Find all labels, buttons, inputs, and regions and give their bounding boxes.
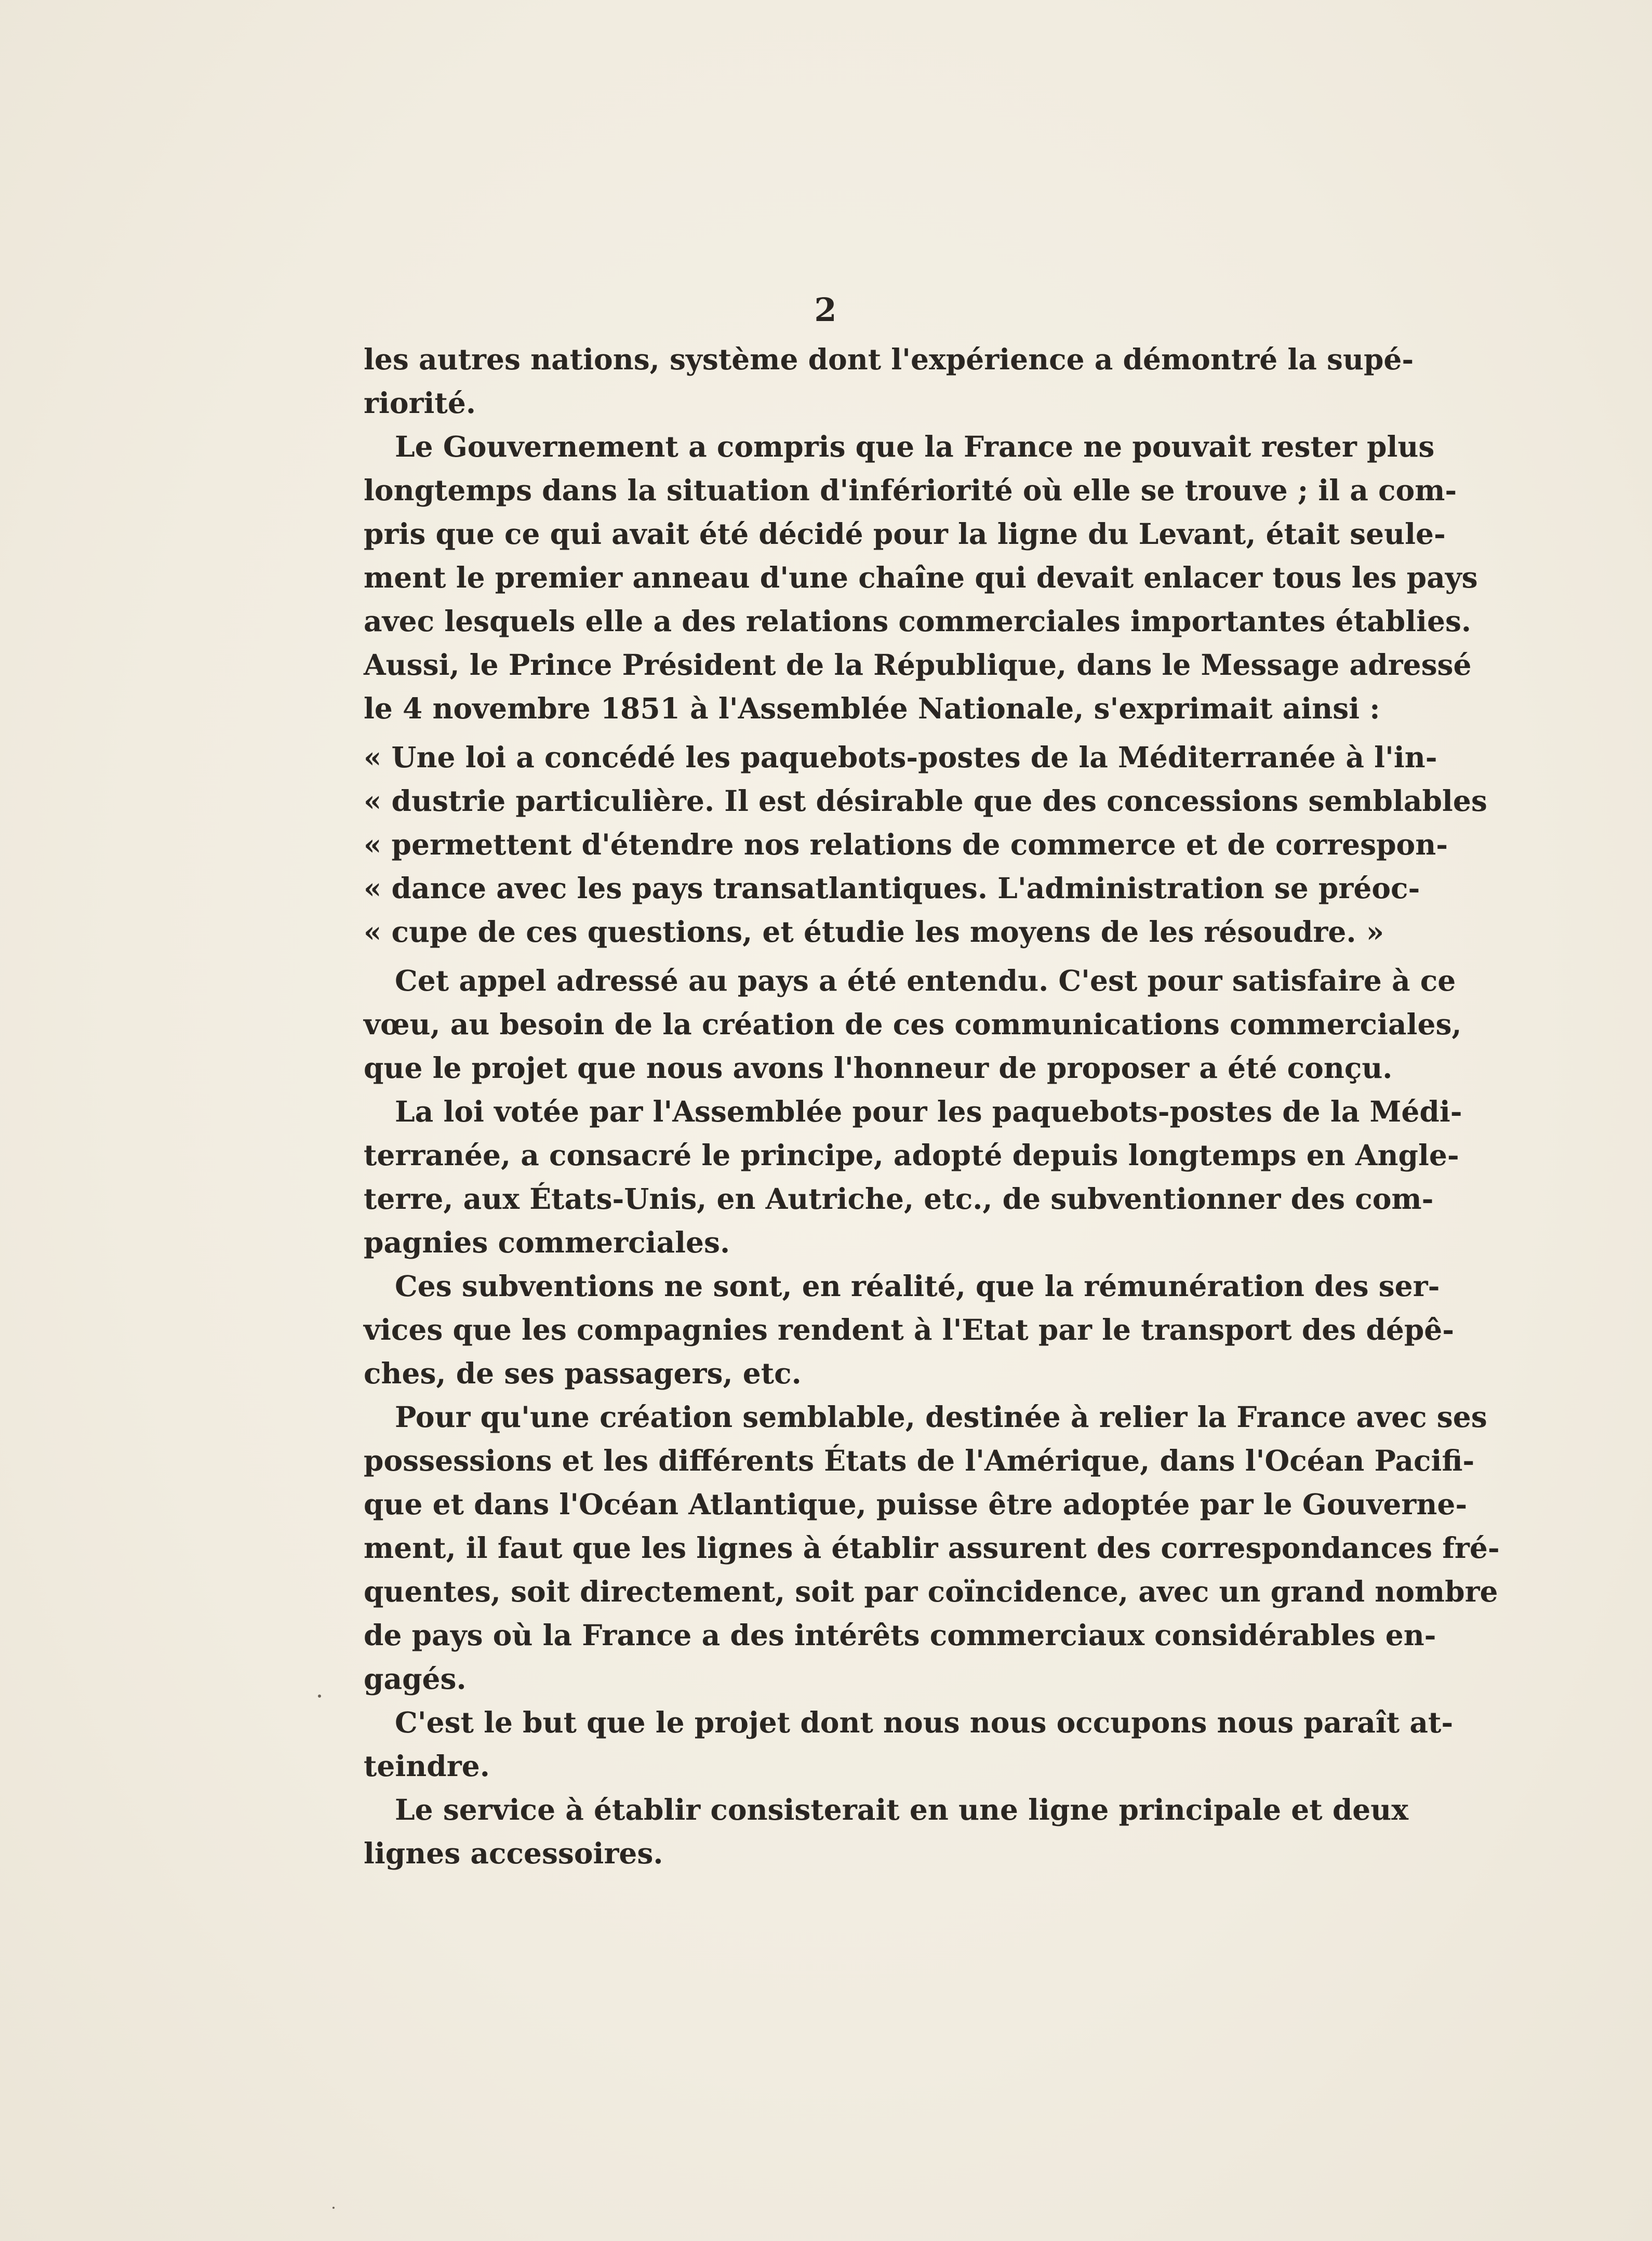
text-line: La loi votée par l'Assemblée pour les paquebots-postes de la Médi- [395, 1095, 1462, 1128]
paragraph [364, 425, 1478, 730]
text-line: « dance avec les pays transatlantiques. L'administration se préoc- [364, 871, 1420, 905]
text-line: possessions et les différents États de l'Amérique, dans l'Océan Pacifi- [364, 1444, 1475, 1477]
text-line: Le Gouvernement a compris que la France ne pouvait rester plus [395, 430, 1435, 463]
text-line: longtemps dans la situation d'infériorité où elle se trouve ; il a com- [364, 473, 1457, 507]
paragraph [364, 1395, 1500, 1701]
text-line: riorité. [364, 386, 476, 420]
text-line: ment le premier anneau d'une chaîne qui devait enlacer tous les pays [364, 561, 1478, 594]
paragraph [364, 338, 1414, 425]
text-line: avec lesquels elle a des relations commerciales importantes établies. [364, 604, 1472, 638]
paragraph [364, 1788, 1409, 1875]
text-line: « dustrie particulière. Il est désirable que des concessions semblables [364, 784, 1487, 818]
paragraph [364, 1701, 1454, 1788]
text-line: le 4 novembre 1851 à l'Assemblée Nationale, s'exprimait ainsi : [364, 691, 1380, 725]
paragraph-gap [364, 954, 1330, 959]
text-line: que le projet que nous avons l'honneur de proposer a été conçu. [364, 1051, 1393, 1085]
text-line: Ces subventions ne sont, en réalité, que la rémunération des ser- [395, 1269, 1440, 1303]
text-line: lignes accessoires. [364, 1836, 663, 1870]
quotation-paragraph [364, 736, 1487, 954]
text-line: « cupe de ces questions, et étudie les moyens de les résoudre. » [364, 915, 1384, 949]
text-line: quentes, soit directement, soit par coïncidence, avec un grand nombre [364, 1575, 1498, 1608]
paragraph [364, 959, 1462, 1090]
paper-speck [318, 1695, 321, 1698]
text-line: Aussi, le Prince Président de la République, dans le Message adressé [364, 648, 1472, 682]
paper-speck [332, 2207, 335, 2209]
text-line: gagés. [364, 1662, 467, 1696]
text-line: Le service à établir consisterait en une ligne principale et deux [395, 1793, 1409, 1826]
text-line: Cet appel adressé au pays a été entendu. C'est pour satisfaire à ce [395, 964, 1456, 997]
text-line: que et dans l'Océan Atlantique, puisse être adoptée par le Gouverne- [364, 1487, 1468, 1521]
text-line: « Une loi a concédé les paquebots-postes de la Méditerranée à l'in- [364, 740, 1437, 774]
text-line: C'est le but que le projet dont nous nous occupons nous paraît at- [395, 1705, 1454, 1739]
text-line: terre, aux États-Unis, en Autriche, etc., de subventionner des com- [364, 1182, 1434, 1216]
text-line: teindre. [364, 1749, 490, 1783]
text-line: ches, de ses passagers, etc. [364, 1356, 802, 1390]
text-line: « permettent d'étendre nos relations de commerce et de correspon- [364, 828, 1448, 861]
text-line: pris que ce qui avait été décidé pour la ligne du Levant, était seule- [364, 517, 1446, 551]
paragraph [364, 1090, 1462, 1264]
text-line: pagnies commerciales. [364, 1225, 730, 1259]
page-number: 2 [814, 291, 838, 329]
paragraph-gap [364, 730, 1330, 736]
text-line: Pour qu'une création semblable, destinée à relier la France avec ses [395, 1400, 1487, 1434]
text-line: vices que les compagnies rendent à l'Etat par le transport des dépê- [364, 1313, 1455, 1346]
text-line: ment, il faut que les lignes à établir assurent des correspondances fré- [364, 1531, 1500, 1565]
text-line: terranée, a consacré le principe, adopté depuis longtemps en Angle- [364, 1138, 1459, 1172]
paragraph [364, 1264, 1455, 1395]
body-text [364, 338, 1500, 1875]
text-line: les autres nations, système dont l'expérience a démontré la supé- [364, 342, 1414, 376]
text-line: vœu, au besoin de la création de ces communications commerciales, [364, 1007, 1462, 1041]
text-line: de pays où la France a des intérêts commerciaux considérables en- [364, 1618, 1436, 1652]
